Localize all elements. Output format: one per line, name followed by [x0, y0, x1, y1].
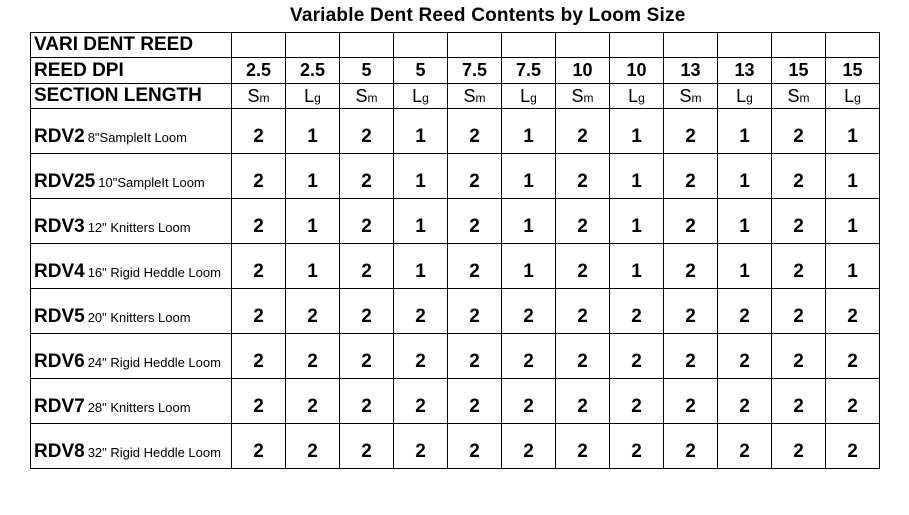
vari-dent-reed-cell [232, 33, 286, 58]
reed-code: RDV2 [34, 126, 85, 147]
count-cell: 1 [610, 244, 664, 289]
count-cell: 2 [340, 244, 394, 289]
loom-label-cell [31, 289, 232, 334]
table-row [31, 154, 880, 199]
loom-label-cell [31, 379, 232, 424]
loom-label-cell [31, 199, 232, 244]
section-length-initial: L [412, 85, 423, 106]
reed-dpi-cell: 5 [340, 58, 394, 84]
vari-dent-reed-cell [394, 33, 448, 58]
reed-dpi-cell: 10 [610, 58, 664, 84]
count-cell: 2 [664, 424, 718, 469]
count-cell: 1 [394, 244, 448, 289]
section-length-initial: L [304, 85, 315, 106]
count-cell: 2 [610, 424, 664, 469]
count-cell: 2 [772, 379, 826, 424]
count-cell: 1 [826, 199, 880, 244]
section-length-suffix: m [691, 90, 702, 105]
loom-description: 32" Rigid Heddle Loom [87, 445, 221, 460]
count-cell: 1 [394, 199, 448, 244]
loom-description: 20" Knitters Loom [87, 310, 191, 325]
count-cell: 2 [556, 379, 610, 424]
reed-dpi-cell: 7.5 [502, 58, 556, 84]
table-row [31, 244, 880, 289]
vari-dent-reed-cell [340, 33, 394, 58]
count-cell: 1 [286, 244, 340, 289]
reed-dpi-cell: 13 [664, 58, 718, 84]
count-cell: 2 [448, 424, 502, 469]
count-cell: 2 [556, 334, 610, 379]
count-cell: 2 [718, 424, 772, 469]
header-label-vari-dent-reed: VARI DENT REED [31, 33, 232, 58]
count-cell: 2 [826, 424, 880, 469]
count-cell: 2 [286, 424, 340, 469]
section-length-suffix: g [530, 90, 537, 105]
count-cell: 2 [340, 379, 394, 424]
count-cell: 2 [772, 244, 826, 289]
count-cell: 2 [772, 334, 826, 379]
section-length-cell [448, 84, 502, 109]
count-cell: 2 [502, 334, 556, 379]
reed-code: RDV6 [34, 351, 85, 372]
count-cell: 2 [448, 154, 502, 199]
count-cell: 1 [394, 109, 448, 154]
section-length-suffix: m [583, 90, 594, 105]
header-row-reed-dpi [31, 58, 880, 84]
count-cell: 2 [502, 379, 556, 424]
section-length-suffix: m [799, 90, 810, 105]
reed-dpi-cell: 5 [394, 58, 448, 84]
count-cell: 1 [286, 109, 340, 154]
count-cell: 2 [340, 154, 394, 199]
header-label-section-length: SECTION LENGTH [31, 84, 232, 109]
vari-dent-reed-cell [502, 33, 556, 58]
reed-code: RDV25 [34, 171, 96, 192]
count-cell: 2 [556, 154, 610, 199]
table-row [31, 379, 880, 424]
count-cell: 1 [718, 109, 772, 154]
section-length-suffix: g [854, 90, 861, 105]
count-cell: 2 [772, 199, 826, 244]
count-cell: 2 [826, 289, 880, 334]
count-cell: 2 [826, 334, 880, 379]
section-length-cell [232, 84, 286, 109]
count-cell: 2 [502, 289, 556, 334]
count-cell: 1 [826, 154, 880, 199]
count-cell: 2 [232, 379, 286, 424]
count-cell: 2 [718, 379, 772, 424]
loom-label-cell [31, 154, 232, 199]
section-length-cell [286, 84, 340, 109]
page-title: Variable Dent Reed Contents by Loom Size [290, 5, 686, 26]
vari-dent-reed-cell [556, 33, 610, 58]
vari-dent-reed-cell [772, 33, 826, 58]
count-cell: 2 [610, 289, 664, 334]
count-cell: 2 [394, 424, 448, 469]
section-length-initial: L [520, 85, 531, 106]
count-cell: 2 [340, 334, 394, 379]
count-cell: 2 [232, 244, 286, 289]
section-length-cell [556, 84, 610, 109]
reed-dpi-cell: 7.5 [448, 58, 502, 84]
loom-label-cell [31, 334, 232, 379]
reed-dpi-cell: 2.5 [232, 58, 286, 84]
count-cell: 2 [448, 109, 502, 154]
loom-description: 24" Rigid Heddle Loom [87, 355, 221, 370]
section-length-suffix: g [638, 90, 645, 105]
vari-dent-reed-cell [448, 33, 502, 58]
count-cell: 2 [448, 289, 502, 334]
count-cell: 1 [286, 154, 340, 199]
reed-code: RDV3 [34, 216, 85, 237]
count-cell: 2 [394, 379, 448, 424]
count-cell: 2 [232, 199, 286, 244]
table-row [31, 289, 880, 334]
loom-description: 8"SampleIt Loom [87, 130, 187, 145]
count-cell: 2 [664, 334, 718, 379]
vari-dent-reed-cell [664, 33, 718, 58]
count-cell: 2 [718, 289, 772, 334]
count-cell: 2 [448, 244, 502, 289]
loom-description: 16" Rigid Heddle Loom [87, 265, 221, 280]
section-length-initial: L [736, 85, 747, 106]
count-cell: 2 [556, 199, 610, 244]
count-cell: 1 [826, 109, 880, 154]
header-label-reed-dpi: REED DPI [31, 58, 232, 84]
table-row [31, 199, 880, 244]
count-cell: 2 [664, 109, 718, 154]
count-cell: 2 [232, 334, 286, 379]
count-cell: 2 [448, 199, 502, 244]
count-cell: 2 [664, 154, 718, 199]
table-body [31, 33, 880, 469]
section-length-cell [340, 84, 394, 109]
vari-dent-reed-cell [826, 33, 880, 58]
count-cell: 1 [718, 244, 772, 289]
count-cell: 2 [772, 109, 826, 154]
count-cell: 2 [556, 244, 610, 289]
count-cell: 2 [286, 379, 340, 424]
section-length-suffix: m [475, 90, 486, 105]
section-length-initial: L [628, 85, 639, 106]
section-length-suffix: g [422, 90, 429, 105]
count-cell: 2 [448, 334, 502, 379]
section-length-cell [610, 84, 664, 109]
table-row [31, 334, 880, 379]
section-length-suffix: g [746, 90, 753, 105]
reed-dpi-cell: 15 [826, 58, 880, 84]
section-length-suffix: m [259, 90, 270, 105]
header-row-section-length [31, 84, 880, 109]
count-cell: 2 [664, 199, 718, 244]
reed-code: RDV4 [34, 261, 85, 282]
header-row-vari-dent-reed [31, 33, 880, 58]
table-row [31, 109, 880, 154]
section-length-initial: S [355, 85, 368, 106]
section-length-cell [826, 84, 880, 109]
count-cell: 1 [394, 154, 448, 199]
count-cell: 2 [772, 289, 826, 334]
reed-code: RDV8 [34, 441, 85, 462]
count-cell: 2 [232, 289, 286, 334]
reed-dpi-cell: 15 [772, 58, 826, 84]
count-cell: 2 [772, 424, 826, 469]
reed-dpi-cell: 10 [556, 58, 610, 84]
count-cell: 2 [232, 154, 286, 199]
section-length-suffix: g [314, 90, 321, 105]
count-cell: 2 [610, 334, 664, 379]
count-cell: 2 [286, 289, 340, 334]
count-cell: 2 [340, 289, 394, 334]
count-cell: 1 [502, 199, 556, 244]
vari-dent-reed-cell [286, 33, 340, 58]
count-cell: 2 [232, 424, 286, 469]
count-cell: 1 [502, 154, 556, 199]
reed-code: RDV7 [34, 396, 85, 417]
section-length-initial: S [247, 85, 260, 106]
table-row [31, 424, 880, 469]
count-cell: 1 [718, 199, 772, 244]
count-cell: 2 [664, 244, 718, 289]
count-cell: 2 [394, 334, 448, 379]
count-cell: 2 [610, 379, 664, 424]
section-length-cell [664, 84, 718, 109]
count-cell: 2 [556, 289, 610, 334]
section-length-initial: S [571, 85, 584, 106]
count-cell: 2 [718, 334, 772, 379]
count-cell: 2 [556, 424, 610, 469]
reed-dpi-cell: 2.5 [286, 58, 340, 84]
loom-label-cell [31, 109, 232, 154]
count-cell: 1 [502, 109, 556, 154]
count-cell: 2 [340, 109, 394, 154]
count-cell: 1 [286, 199, 340, 244]
count-cell: 2 [232, 109, 286, 154]
section-length-initial: L [844, 85, 855, 106]
count-cell: 2 [556, 109, 610, 154]
section-length-initial: S [679, 85, 692, 106]
count-cell: 2 [826, 379, 880, 424]
section-length-cell [394, 84, 448, 109]
loom-label-cell [31, 424, 232, 469]
count-cell: 2 [340, 424, 394, 469]
loom-label-cell [31, 244, 232, 289]
reed-contents-table [30, 32, 880, 469]
vari-dent-reed-cell [718, 33, 772, 58]
section-length-cell [718, 84, 772, 109]
count-cell: 1 [610, 109, 664, 154]
count-cell: 2 [448, 379, 502, 424]
count-cell: 2 [664, 289, 718, 334]
count-cell: 2 [502, 424, 556, 469]
count-cell: 2 [394, 289, 448, 334]
count-cell: 1 [718, 154, 772, 199]
section-length-cell [772, 84, 826, 109]
count-cell: 2 [772, 154, 826, 199]
reed-code: RDV5 [34, 306, 85, 327]
count-cell: 1 [610, 154, 664, 199]
section-length-initial: S [787, 85, 800, 106]
count-cell: 1 [610, 199, 664, 244]
count-cell: 2 [340, 199, 394, 244]
count-cell: 2 [664, 379, 718, 424]
reed-dpi-cell: 13 [718, 58, 772, 84]
section-length-suffix: m [367, 90, 378, 105]
loom-description: 28" Knitters Loom [87, 400, 191, 415]
loom-description: 12" Knitters Loom [87, 220, 191, 235]
section-length-cell [502, 84, 556, 109]
count-cell: 1 [502, 244, 556, 289]
count-cell: 2 [286, 334, 340, 379]
vari-dent-reed-cell [610, 33, 664, 58]
loom-description: 10"SampleIt Loom [98, 175, 205, 190]
section-length-initial: S [463, 85, 476, 106]
count-cell: 1 [826, 244, 880, 289]
